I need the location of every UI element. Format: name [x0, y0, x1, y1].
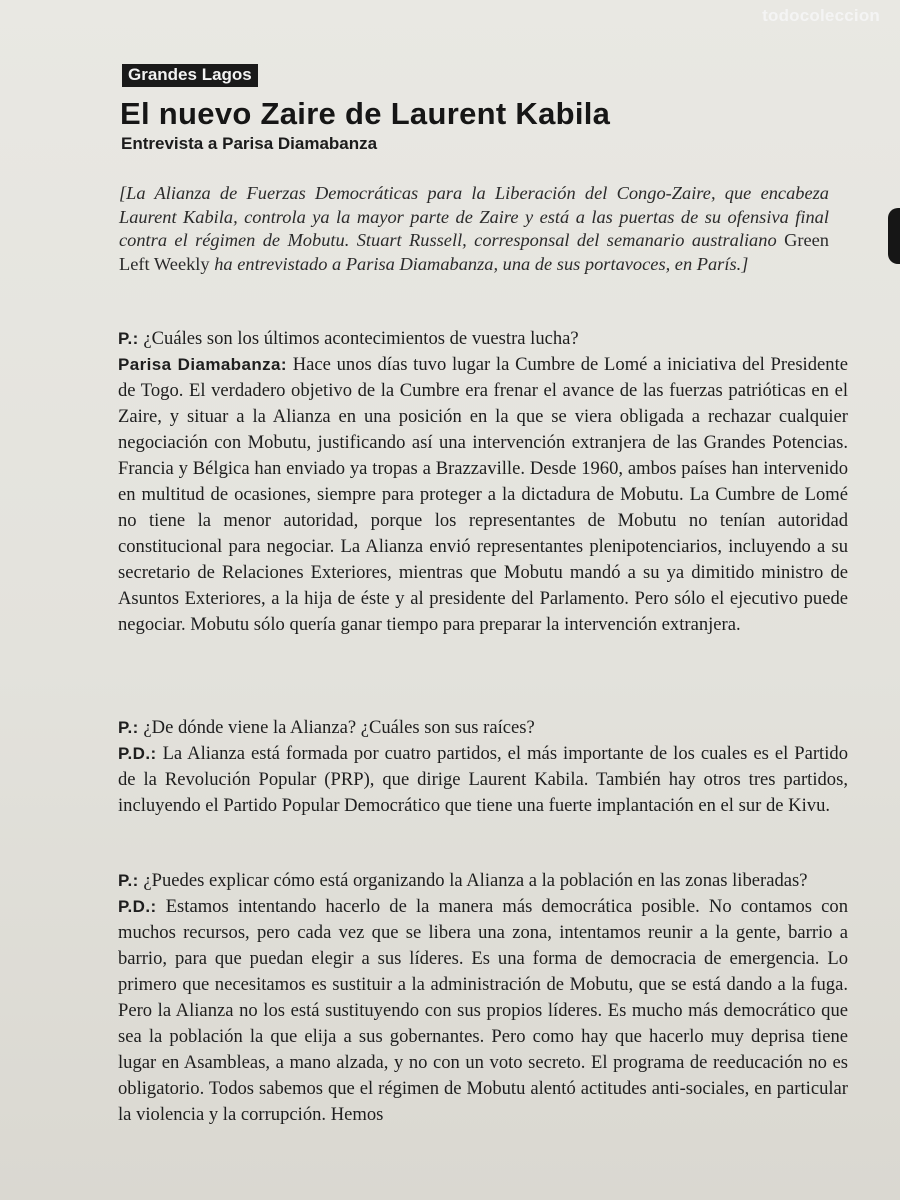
article-title: El nuevo Zaire de Laurent Kabila: [120, 96, 611, 131]
question-text: ¿De dónde viene la Alianza? ¿Cuáles son sus raíces?: [143, 717, 535, 738]
publication-name: Green Left Weekly: [119, 230, 829, 274]
answer-text: La Alianza está formada por cuatro partidos, el más importante de los cuales es el Partido de la Revolución Popular (PRP), que dirige Laurent Kabila. También hay otros tres partidos, incluyendo el Partido Popular Democrático que tiene una fuerte implantación en el sur de Kivu.: [118, 743, 848, 816]
question-label: P.:: [118, 871, 139, 890]
question-text: ¿Puedes explicar cómo está organizando la Alianza a la población en las zonas liberadas?: [143, 870, 808, 891]
intro-paragraph: [119, 182, 829, 276]
section-tag: Grandes Lagos: [122, 64, 258, 87]
question-label: P.:: [118, 329, 139, 348]
question-2: [118, 715, 848, 741]
qa-block-2: [118, 715, 848, 819]
intro-text-1: [La Alianza de Fuerzas Democráticas para la Liberación del Congo-Zaire, que encabeza Laurent Kabila, controla ya la mayor parte de Zaire y está a las puertas de su ofensiva final contra el régimen de Mobutu. Stuart Russell, corresponsal del semanario australiano: [119, 183, 829, 250]
answer-2: [118, 741, 848, 819]
answer-text: Estamos intentando hacerlo de la manera más democrática posible. No contamos con muchos recursos, pero cada vez que se libera una zona, intentamos reunir a la gente, barrio a barrio, para que puedan elegir a sus líderes. Es una forma de democracia de emergencia. Lo primero que necesitamos es sustituir a la administración de Mobutu, que se está dando a la fuga. Pero la Alianza no los está sustituyendo con sus propios líderes. Es mucho más democrático que sea la población la que elija a sus gobernantes. Pero como hay que hacerlo muy deprisa tiene lugar en Asambleas, a mano alzada, y no con un voto secreto. El programa de reeducación no es obligatorio. Todos sabemos que el régimen de Mobutu alentó actitudes anti-sociales, en particular la violencia y la corrupción. Hemos: [118, 896, 848, 1125]
answer-label: P.D.:: [118, 897, 157, 916]
article-subtitle: Entrevista a Parisa Diamabanza: [121, 134, 378, 153]
question-1: [118, 326, 848, 352]
page-edge-shadow: [888, 208, 900, 264]
answer-label: P.D.:: [118, 744, 157, 763]
question-label: P.:: [118, 718, 139, 737]
intro-text-2: ha entrevistado a Parisa Diamabanza, una de sus portavoces, en París.]: [214, 253, 749, 274]
watermark: todocoleccion: [762, 6, 880, 25]
question-text: ¿Cuáles son los últimos acontecimientos de vuestra lucha?: [143, 328, 579, 349]
qa-block-1: [118, 326, 848, 638]
answer-1: [118, 352, 848, 638]
answer-label: Parisa Diamabanza:: [118, 355, 287, 374]
question-3: [118, 868, 848, 894]
answer-3: [118, 894, 848, 1128]
qa-block-3: [118, 868, 848, 1128]
answer-text: Hace unos días tuvo lugar la Cumbre de Lomé a iniciativa del Presidente de Togo. El verdadero objetivo de la Cumbre era frenar el avance de las fuerzas patrióticas en el Zaire, y situar a la Alianza en una posición en la que se viera obligada a rechazar cualquier negociación con Mobutu, justificando así una intervención extranjera de las Grandes Potencias. Francia y Bélgica han enviado ya tropas a Brazzaville. Desde 1960, ambos países han intervenido en multitud de ocasiones, siempre para proteger a la dictadura de Mobutu. La Cumbre de Lomé no tiene la menor autoridad, porque los representantes de Mobutu no tenían autoridad constitucional para negociar. La Alianza envió representantes plenipotenciarios, incluyendo a su secretario de Relaciones Exteriores, mientras que Mobutu mandó a su ya dimitido ministro de Asuntos Exteriores, a la hija de éste y al presidente del Parlamento. Pero sólo el ejecutivo puede negociar. Mobutu sólo quería ganar tiempo para preparar la intervención extranjera.: [118, 354, 848, 635]
